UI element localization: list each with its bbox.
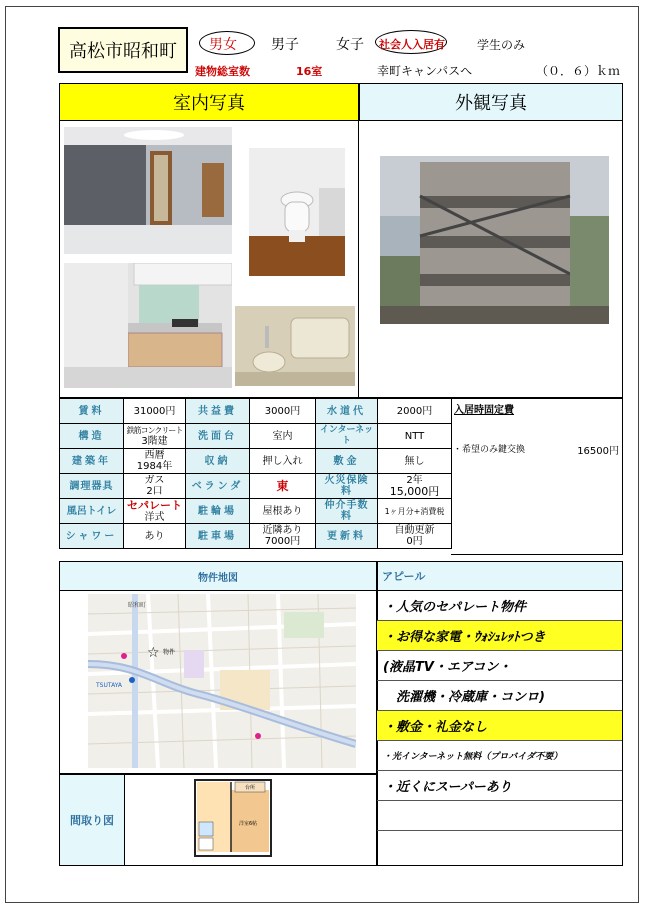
fixed-costs-item: ・希望のみ鍵交換	[453, 445, 526, 455]
fixed-costs-title: 入居時固定費	[454, 405, 514, 416]
table-row	[60, 449, 452, 474]
fire-insurance-label-2: 料	[341, 486, 352, 497]
appeal-item: ・光インターネット無料（プロバイダ不要）	[377, 741, 622, 771]
table-row	[60, 474, 452, 499]
fixed-costs-box	[451, 398, 623, 555]
rent-value: 31000円	[124, 399, 186, 424]
fixed-costs-amount: 16500円	[577, 446, 619, 457]
bike-parking-label: 駐輪場	[186, 499, 250, 524]
campus-distance: （０．６）ｋｍ	[536, 64, 621, 78]
bath-toilet-label: 風呂トイレ	[60, 499, 124, 524]
cooking-type: ガス	[144, 475, 165, 486]
cooking-label: 調理器具	[60, 474, 124, 499]
built-era: 西暦	[144, 450, 165, 461]
bike-parking-value: 屋根あり	[250, 499, 316, 524]
water-fee-value: 2000円	[378, 399, 452, 424]
washbasin-label: 洗面台	[186, 424, 250, 449]
structure-value	[124, 424, 186, 449]
built-year-value	[124, 449, 186, 474]
renewal-type: 自動更新	[394, 525, 435, 536]
common-fee-value: 3000円	[250, 399, 316, 424]
deposit-value: 無し	[378, 449, 452, 474]
cooking-value	[124, 474, 186, 499]
total-units-value: 16室	[296, 65, 323, 78]
fire-insurance-term: 2年	[406, 474, 423, 486]
gender-male: 男子	[271, 37, 299, 53]
bathroom-photo	[235, 306, 355, 386]
appeal-header: アピール	[377, 561, 623, 591]
car-parking-availability: 近隣あり	[262, 525, 303, 536]
renewal-fee-label: 更新料	[316, 524, 378, 549]
water-fee-label: 水道代	[316, 399, 378, 424]
built-year-label: 建築年	[60, 449, 124, 474]
working-ok-label: 社会人入居有	[379, 38, 445, 51]
fire-insurance-value	[378, 474, 452, 499]
shower-label: シャワー	[60, 524, 124, 549]
internet-value: NTT	[378, 424, 452, 449]
exterior-photo	[380, 156, 609, 324]
fire-insurance-label	[316, 474, 378, 499]
table-row	[60, 399, 452, 424]
exterior-photos-header: 外観写真	[359, 83, 623, 121]
washbasin-value: 室内	[250, 424, 316, 449]
veranda-value: 東	[250, 474, 316, 499]
gender-coed: 男女	[209, 37, 237, 53]
town-name: 高松市昭和町	[58, 27, 188, 73]
total-units-label: 建物総室数	[195, 65, 250, 78]
map-header: 物件地図	[59, 561, 377, 591]
storage-value: 押し入れ	[250, 449, 316, 474]
appeal-item: (液晶TV・エアコン・	[377, 651, 622, 681]
agency-fee-label-1: 仲介手数	[324, 500, 369, 511]
storage-label: 収納	[186, 449, 250, 474]
fire-insurance-amount: 15,000円	[389, 484, 440, 498]
room-photo	[64, 127, 232, 254]
svg-text:☆: ☆	[147, 645, 160, 661]
kitchen-photo	[64, 263, 232, 388]
appeal-item	[377, 801, 622, 831]
cooking-burners: 2口	[146, 486, 163, 497]
veranda-label: ベランダ	[186, 474, 250, 499]
bath-toilet-value	[124, 499, 186, 524]
agency-fee-label	[316, 499, 378, 524]
floorplan-header: 間取り図	[59, 774, 125, 866]
structure-type: 鉄筋コンクリート	[126, 426, 183, 435]
structure-label: 構造	[60, 424, 124, 449]
map-landmark-showa: 昭和町	[128, 602, 147, 609]
appeal-item: 洗濯機・冷蔵庫・コンロ)	[377, 681, 622, 711]
car-parking-fee: 7000円	[264, 536, 301, 547]
map-landmark-tsutaya: TSUTAYA	[96, 682, 123, 689]
students-only-label: 学生のみ	[477, 38, 526, 52]
internet-label: インターネット	[316, 424, 378, 449]
table-row	[60, 499, 452, 524]
gender-female: 女子	[336, 37, 364, 53]
bath-type: セパレート	[127, 498, 182, 512]
car-parking-label: 駐車場	[186, 524, 250, 549]
appeal-item	[377, 831, 622, 861]
fire-insurance-label-1: 火災保険	[324, 475, 369, 486]
car-parking-value	[250, 524, 316, 549]
renewal-amount: 0円	[406, 536, 423, 547]
agency-fee-value: 1ヶ月分+消費税	[378, 499, 452, 524]
property-info-table	[59, 398, 452, 549]
floorplan-image	[191, 778, 275, 860]
toilet-photo	[249, 148, 345, 276]
rent-label: 賃料	[60, 399, 124, 424]
shower-value: あり	[124, 524, 186, 549]
toilet-type: 洋式	[144, 511, 165, 523]
appeal-item: ・敷金・礼金なし	[377, 711, 622, 741]
common-fee-label: 共益費	[186, 399, 250, 424]
map-marker-label: 物件	[163, 649, 176, 656]
table-row	[60, 424, 452, 449]
appeal-item: ・人気のセパレート物件	[377, 591, 622, 621]
built-year: 1984年	[136, 461, 173, 472]
table-row	[60, 524, 452, 549]
interior-photos-header: 室内写真	[59, 83, 359, 121]
agency-fee-label-2: 料	[341, 511, 352, 522]
campus-label: 幸町キャンパスへ	[377, 64, 473, 78]
floorplan-room-label: 洋室6帖	[239, 821, 258, 827]
property-map	[88, 594, 356, 768]
appeal-item: ・お得な家電・ｳｫｼｭﾚｯﾄつき	[377, 621, 622, 651]
appeal-item: ・近くにスーパーあり	[377, 771, 622, 801]
floorplan-kitchen-label: 台所	[245, 785, 256, 791]
structure-floors: 3階建	[141, 436, 168, 447]
renewal-fee-value	[378, 524, 452, 549]
deposit-label: 敷金	[316, 449, 378, 474]
